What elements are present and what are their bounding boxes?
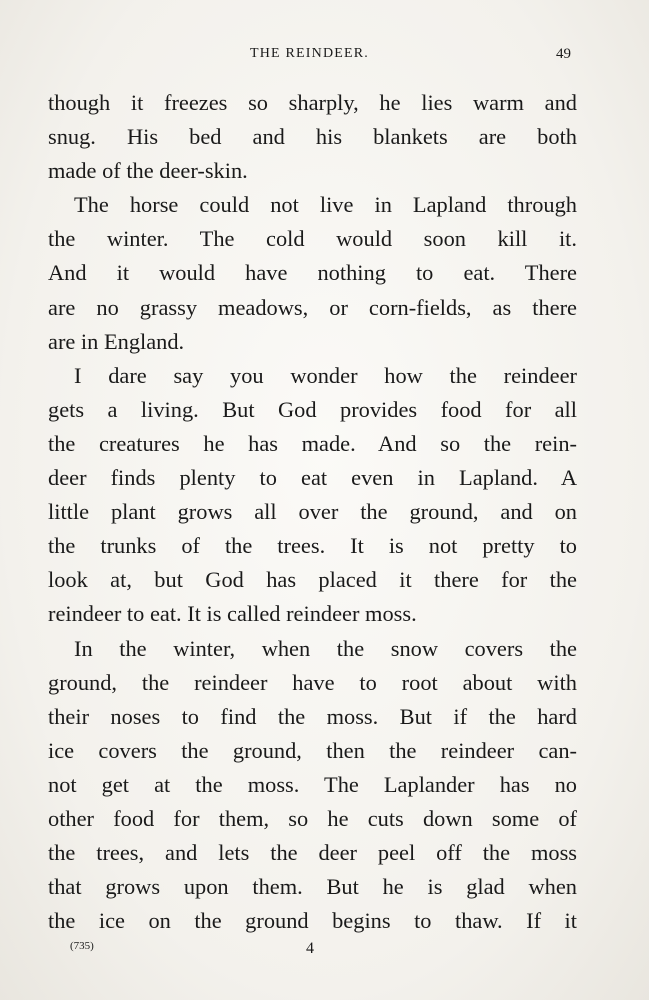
text-line: ground, the reindeer have to root about with <box>48 669 577 695</box>
text-line: other food for them, so he cuts down some of <box>48 805 577 831</box>
page-header <box>48 46 571 68</box>
print-code: (735) <box>70 940 94 952</box>
text-line: gets a living. But God provides food for all <box>48 396 577 422</box>
text-line: the trees, and lets the deer peel off the moss <box>48 840 577 866</box>
text-line: In the winter, when the snow covers the <box>74 635 577 661</box>
text-line: though it freezes so sharply, he lies warm and <box>48 90 577 115</box>
text-line: are no grassy meadows, or corn-fields, as there <box>48 294 577 320</box>
text-line: snug. His bed and his blankets are both <box>48 124 577 150</box>
text-line: little plant grows all over the ground, and on <box>48 499 577 525</box>
text-line: the creatures he has made. And so the rein- <box>48 430 577 456</box>
text-line: made of the deer-skin. <box>48 158 248 184</box>
text-line: the trunks of the trees. It is not pretty to <box>48 533 577 559</box>
text-line: look at, but God has placed it there for the <box>48 567 577 593</box>
text-line: that grows upon them. But he is glad when <box>48 874 577 900</box>
text-line: their noses to find the moss. But if the hard <box>48 703 577 729</box>
running-head: THE REINDEER. <box>249 46 370 61</box>
text-line: And it would have nothing to eat. There <box>48 260 577 286</box>
body-text <box>48 86 577 938</box>
text-line: the ice on the ground begins to thaw. If it <box>48 908 577 934</box>
text-line: The horse could not live in Lapland through <box>74 192 577 218</box>
text-line: are in England. <box>48 328 185 354</box>
text-line: reindeer to eat. It is called reindeer moss. <box>48 601 417 627</box>
signature-mark: 4 <box>306 940 314 957</box>
text-line: I dare say you wonder how the reindeer <box>74 362 577 388</box>
text-line: the winter. The cold would soon kill it. <box>48 226 577 252</box>
page-footer <box>48 936 577 960</box>
text-line: ice covers the ground, then the reindeer can- <box>48 737 577 763</box>
page-number: 49 <box>556 46 571 62</box>
text-line: not get at the moss. The Laplander has no <box>48 771 577 797</box>
text-line: deer finds plenty to eat even in Lapland. A <box>48 465 577 491</box>
